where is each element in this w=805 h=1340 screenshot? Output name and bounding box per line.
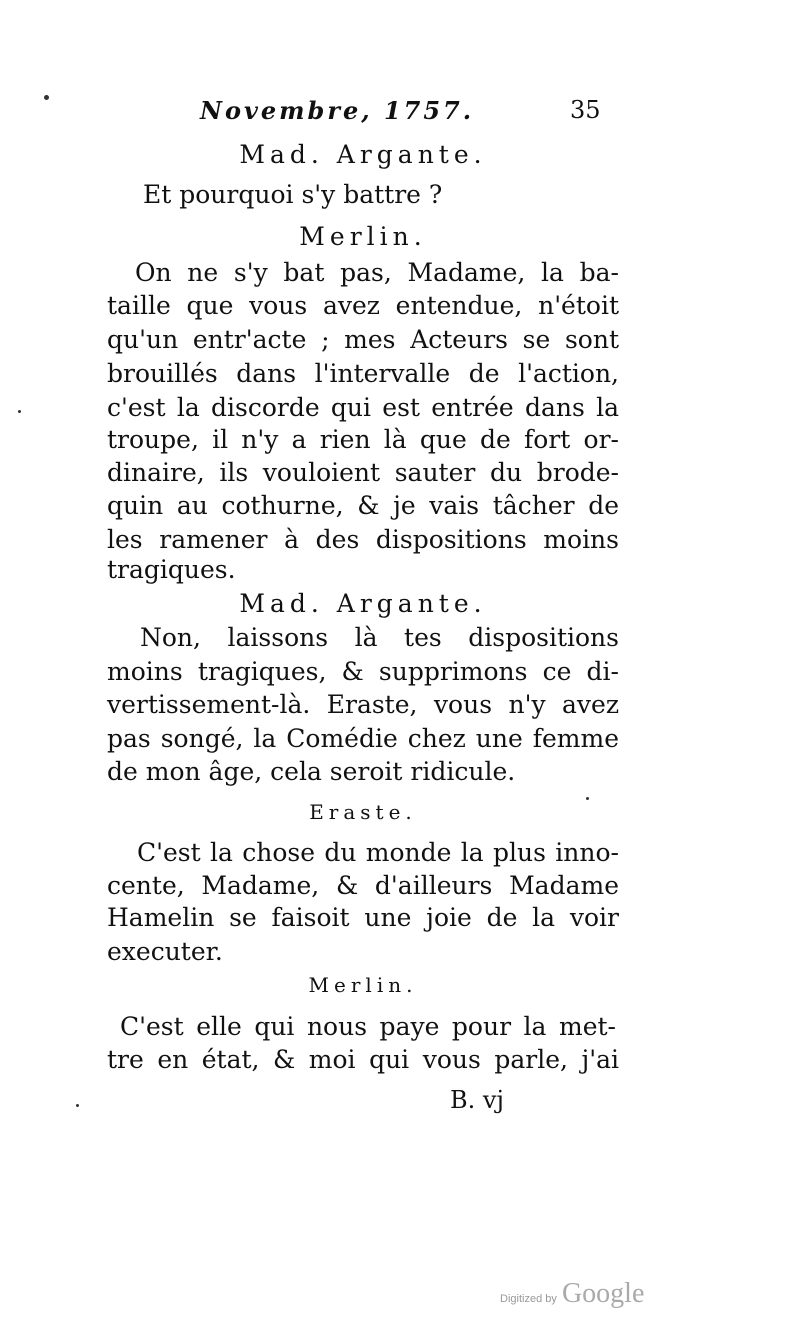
text-line: moins tragiques, & supprimons ce di- [107,657,619,686]
text-line: C'est elle qui nous paye pour la met- [120,1012,616,1041]
text-line: dinaire, ils vouloient sauter du brode- [107,458,619,487]
text-line: brouillés dans l'intervalle de l'action, [107,359,619,388]
ink-speck [44,95,49,100]
text-line: troupe, il n'y a rien là que de fort or- [107,425,619,454]
page-number: 35 [570,96,601,124]
text-line: c'est la discorde qui est entrée dans la [107,393,619,422]
text-line: executer. [107,937,223,966]
digitized-watermark [500,1278,644,1310]
text-line: Non, laissons là tes dispositions [140,623,619,652]
text-line: quin au cothurne, & je vais tâcher de [107,491,619,520]
text-line: les ramener à des dispositions moins [107,525,619,554]
google-logo: Google [561,1278,645,1309]
ink-speck [76,1104,79,1107]
text-line: tre en état, & moi qui vous parle, j'ai [107,1045,619,1074]
text-line: vertissement-là. Eraste, vous n'y avez [107,690,619,719]
ink-speck [586,797,589,800]
speaker-heading: Eraste. [309,800,417,824]
text-line: cente, Madame, & d'ailleurs Madame [107,871,619,900]
text-line: pas songé, la Comédie chez une femme [107,724,619,753]
text-line: de mon âge, cela seroit ridicule. [107,757,516,786]
running-title: Novembre, 1757. [200,96,475,125]
watermark-prefix: Digitized by [500,1293,557,1305]
text-line: On ne s'y bat pas, Madame, la ba- [135,258,619,287]
text-line: Et pourquoi s'y battre ? [143,180,443,209]
text-line: C'est la chose du monde la plus inno- [137,838,619,867]
text-line: qu'un entr'acte ; mes Acteurs se sont [107,325,619,354]
text-line: tragiques. [107,555,236,584]
speaker-heading: Merlin. [299,222,427,251]
speaker-heading: Mad. Argante. [239,140,487,169]
signature-mark: B. vj [450,1086,504,1114]
text-line: Hamelin se faisoit une joie de la voir [107,903,619,932]
ink-speck [18,410,21,413]
speaker-heading: Mad. Argante. [239,589,487,618]
speaker-heading: Merlin. [308,973,418,997]
text-line: taille que vous avez entendue, n'étoit [107,291,619,320]
